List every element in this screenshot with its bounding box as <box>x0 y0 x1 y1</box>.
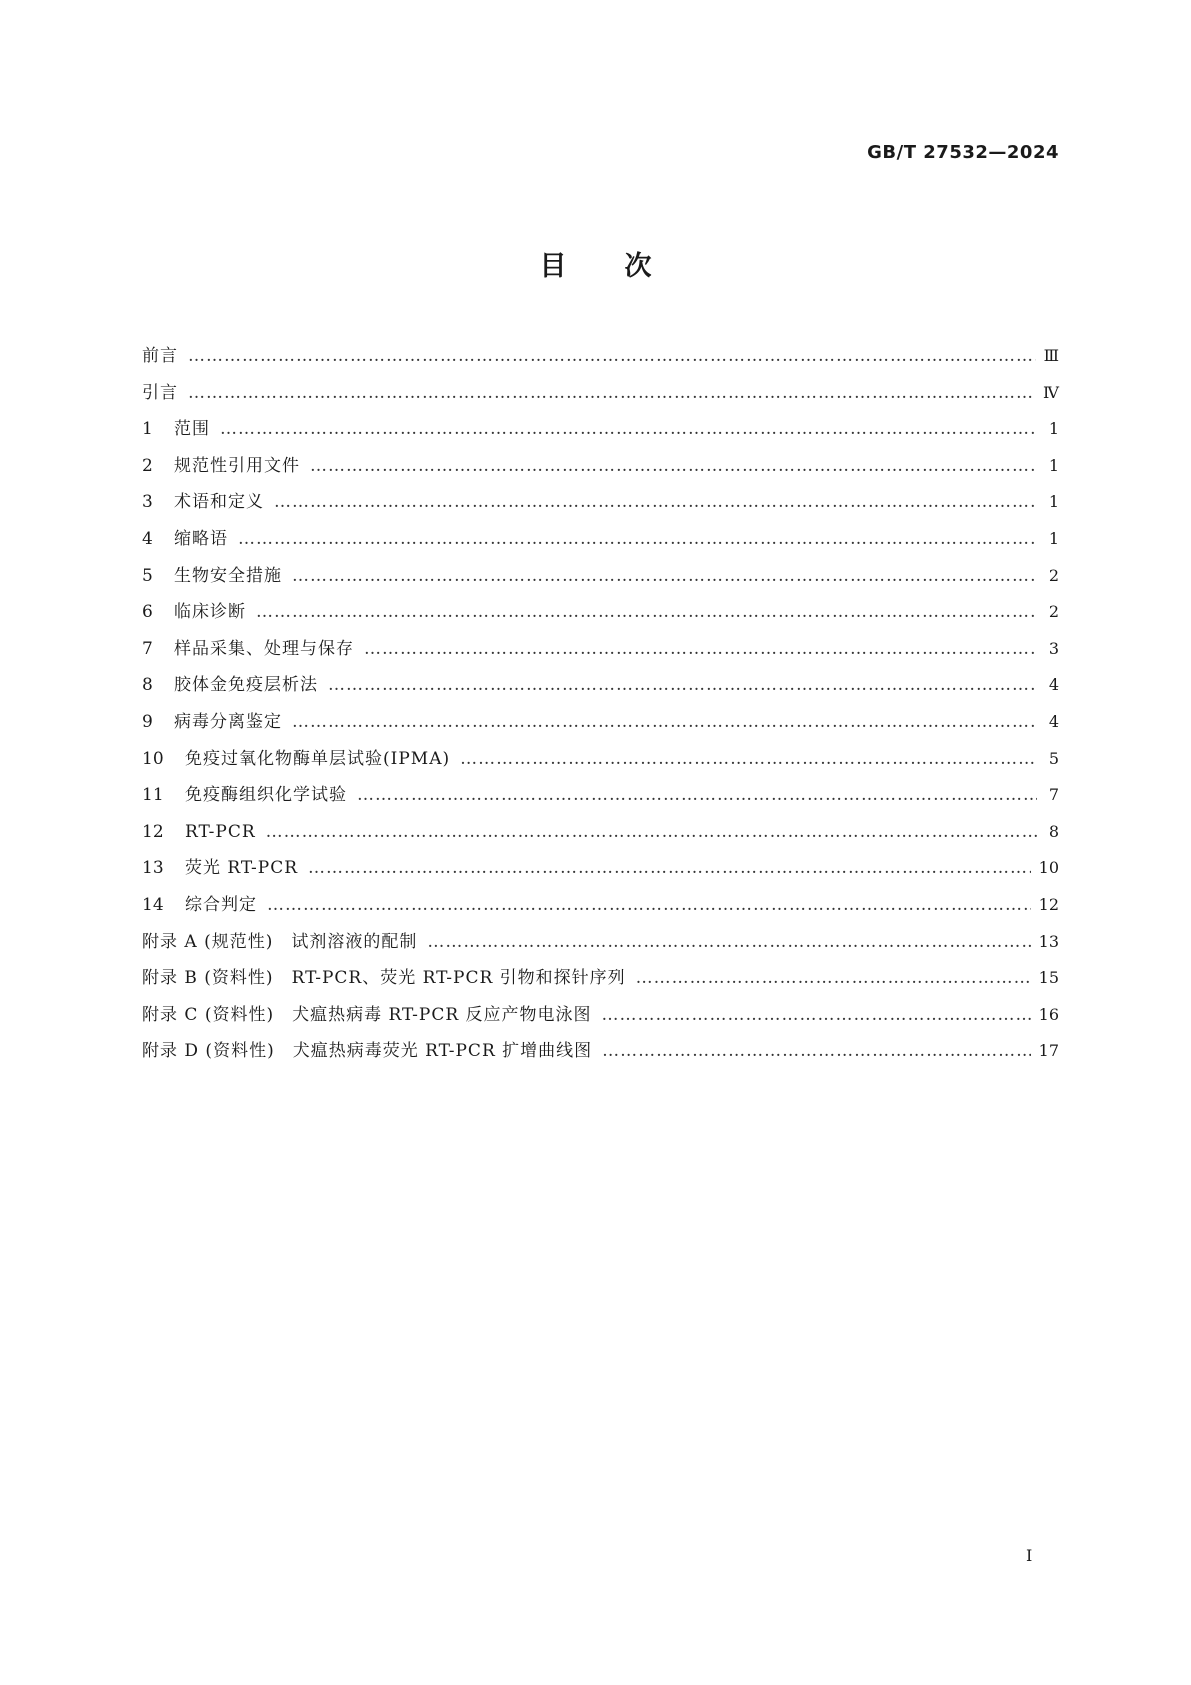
toc-leader-dots <box>427 924 1030 961</box>
toc-entry-page: 8 <box>1048 821 1059 841</box>
toc-entry-title: 缩略语 <box>174 528 228 549</box>
page-number: I <box>1026 1546 1033 1565</box>
toc-entry-number: 5 <box>142 565 153 586</box>
toc-entry-number: 8 <box>142 675 153 696</box>
toc-entry-number: 6 <box>142 602 153 623</box>
toc-entry-page: Ⅲ <box>1043 346 1059 365</box>
toc-entry-number: 13 <box>142 858 164 879</box>
toc-entry-title: 病毒分离鉴定 <box>174 711 282 732</box>
toc-leader-dots <box>292 704 1037 741</box>
toc-entry-page: 1 <box>1048 419 1059 439</box>
toc-entry-page: 7 <box>1048 785 1059 805</box>
toc-entry-1[interactable] <box>142 411 1059 448</box>
toc-leader-dots <box>602 1033 1030 1070</box>
toc-leader-dots <box>602 997 1031 1034</box>
toc-entry-title: 前言 <box>142 346 178 366</box>
toc-leader-dots <box>328 667 1037 704</box>
toc-entry-page: 3 <box>1048 638 1059 658</box>
toc-leader-dots <box>308 850 1031 887</box>
toc-entry-10[interactable] <box>142 741 1059 778</box>
toc-entry-12[interactable] <box>142 814 1059 851</box>
toc-entry-number: 7 <box>142 638 153 659</box>
toc-entry-number: 11 <box>142 785 164 806</box>
toc-entry-introduction[interactable] <box>142 375 1059 412</box>
toc-entry-title: 样品采集、处理与保存 <box>174 638 354 659</box>
toc-leader-dots <box>460 741 1037 778</box>
toc-entry-page: 13 <box>1038 931 1059 951</box>
toc-entry-8[interactable] <box>142 667 1059 704</box>
toc-entry-page: 1 <box>1048 455 1059 475</box>
toc-entry-11[interactable] <box>142 777 1059 814</box>
toc-entry-number: 12 <box>142 821 164 842</box>
toc-entry-page: Ⅳ <box>1043 382 1059 402</box>
toc-entry-page: 12 <box>1038 894 1059 914</box>
toc-entry-title: 术语和定义 <box>174 492 264 513</box>
standard-code: GB/T 27532—2024 <box>867 142 1059 163</box>
toc-entry-page: 1 <box>1048 492 1059 512</box>
toc-entry-page: 15 <box>1038 968 1059 988</box>
toc-entry-page: 10 <box>1038 858 1059 878</box>
toc-entry-page: 2 <box>1048 602 1059 622</box>
toc-entry-title: 免疫酶组织化学试验 <box>185 785 347 806</box>
toc-entry-title: 范围 <box>174 419 210 440</box>
toc-entry-number: 10 <box>142 748 164 769</box>
toc-leader-dots <box>274 484 1037 521</box>
toc-entry-6[interactable] <box>142 594 1059 631</box>
toc-entry-page: 5 <box>1048 748 1059 768</box>
toc-leader-dots <box>188 375 1035 412</box>
toc-entry-title: 附录 A (规范性) 试剂溶液的配制 <box>142 931 418 952</box>
toc-entry-page: 1 <box>1048 528 1059 548</box>
toc-entry-9[interactable] <box>142 704 1059 741</box>
toc-entry-appendix-a[interactable] <box>142 924 1059 961</box>
toc-entry-number: 3 <box>142 492 153 513</box>
toc-entry-page: 4 <box>1048 711 1059 731</box>
toc-leader-dots <box>364 631 1037 668</box>
toc-leader-dots <box>256 594 1037 631</box>
toc-entry-2[interactable] <box>142 448 1059 485</box>
toc-entry-title: 生物安全措施 <box>174 565 282 586</box>
toc-entry-number: 14 <box>142 894 164 915</box>
toc-entry-page: 16 <box>1038 1004 1059 1024</box>
toc-leader-dots <box>357 777 1037 814</box>
toc-entry-title: RT-PCR <box>185 821 256 842</box>
toc-entry-page: 2 <box>1048 565 1059 585</box>
toc-entry-title: 附录 B (资料性) RT-PCR、荧光 RT-PCR 引物和探针序列 <box>142 968 626 989</box>
toc-entry-title: 引言 <box>142 382 178 403</box>
toc-entry-foreword[interactable] <box>142 338 1059 375</box>
toc-entry-number: 1 <box>142 419 153 440</box>
toc-leader-dots <box>267 887 1031 924</box>
toc-entry-number: 4 <box>142 528 153 549</box>
toc-entry-5[interactable] <box>142 558 1059 595</box>
toc-entry-title: 胶体金免疫层析法 <box>174 675 318 696</box>
table-of-contents <box>142 338 1059 1070</box>
toc-entry-4[interactable] <box>142 521 1059 558</box>
toc-entry-appendix-d[interactable] <box>142 1033 1059 1070</box>
toc-entry-number: 9 <box>142 711 153 732</box>
toc-entry-title: 附录 C (资料性) 犬瘟热病毒 RT-PCR 反应产物电泳图 <box>142 1004 592 1025</box>
toc-entry-title: 规范性引用文件 <box>174 455 300 476</box>
toc-entry-page: 4 <box>1048 675 1059 695</box>
toc-entry-13[interactable] <box>142 850 1059 887</box>
toc-entry-7[interactable] <box>142 631 1059 668</box>
toc-leader-dots <box>238 521 1037 558</box>
toc-entry-3[interactable] <box>142 484 1059 521</box>
toc-entry-title: 荧光 RT-PCR <box>185 858 299 879</box>
toc-leader-dots <box>188 338 1036 375</box>
toc-leader-dots <box>292 558 1037 595</box>
toc-entry-appendix-c[interactable] <box>142 997 1059 1034</box>
page-title: 目次 <box>539 251 710 282</box>
toc-leader-dots <box>310 448 1037 485</box>
toc-leader-dots <box>220 411 1037 448</box>
toc-entry-page: 17 <box>1038 1041 1059 1061</box>
toc-entry-14[interactable] <box>142 887 1059 924</box>
toc-entry-title: 免疫过氧化物酶单层试验(IPMA) <box>185 748 451 769</box>
toc-entry-appendix-b[interactable] <box>142 960 1059 997</box>
toc-entry-title: 附录 D (资料性) 犬瘟热病毒荧光 RT-PCR 扩增曲线图 <box>142 1041 593 1062</box>
toc-entry-title: 综合判定 <box>185 894 257 915</box>
toc-entry-title: 临床诊断 <box>174 602 246 623</box>
toc-leader-dots <box>636 960 1031 997</box>
toc-leader-dots <box>266 814 1037 851</box>
toc-entry-number: 2 <box>142 455 153 476</box>
